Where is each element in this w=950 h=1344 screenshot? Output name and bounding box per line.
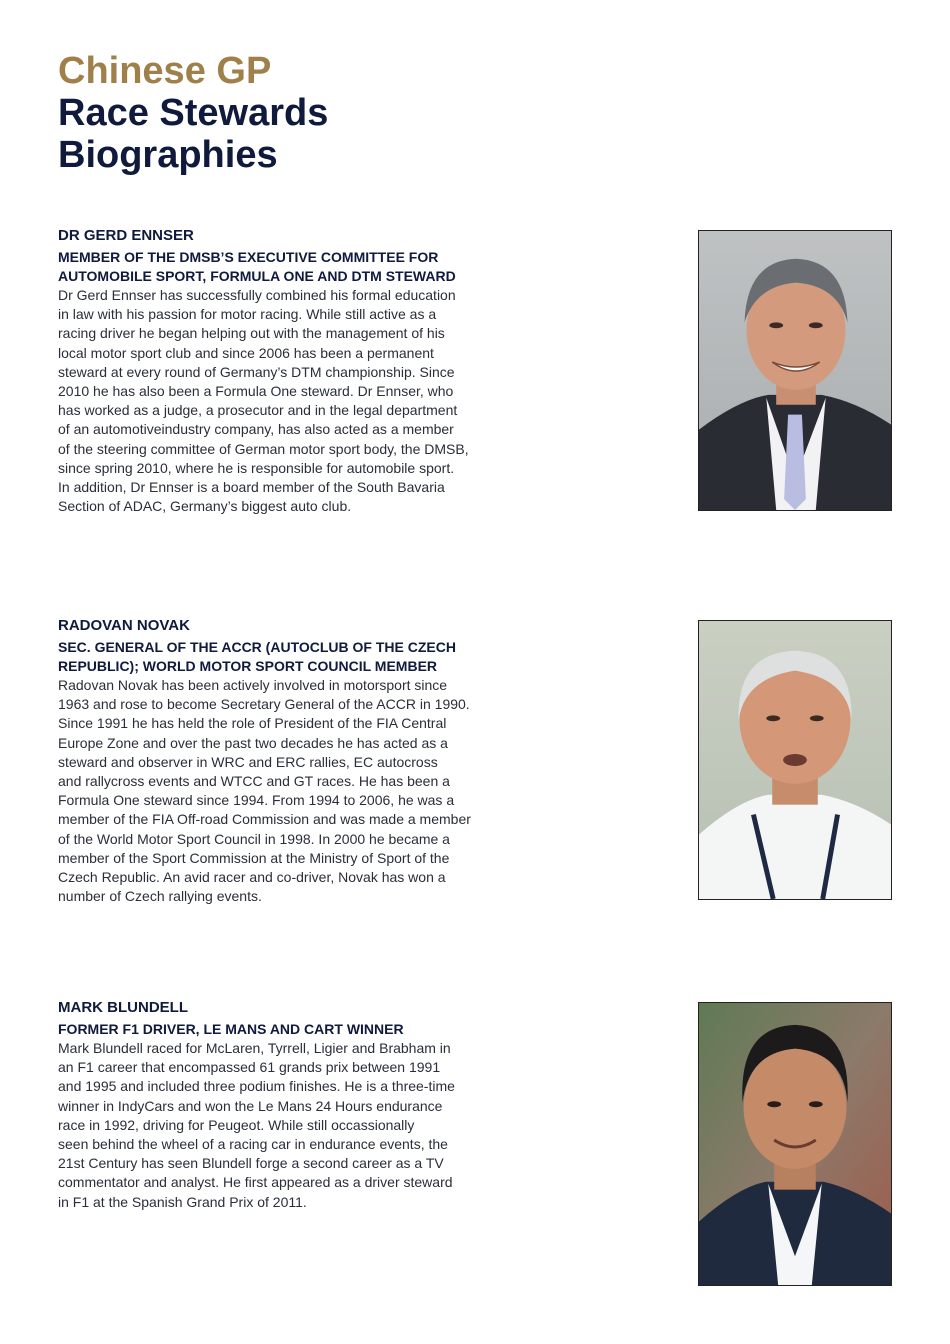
steward-photo (698, 230, 892, 511)
page-title: Race Stewards (58, 92, 329, 134)
steward-biography: Radovan Novak has been actively involved in motorsport since 1963 and rose to become Secretary General of the ACCR in 1990. Since 1991 he has held the role of President of the FIA Central Europe Zone and over the past two decades he has acted as a steward and observer in WRC and ERC rallies, EC autocross and rallycross events and WTCC and GT races. He has been a Formula One steward since 1994. From 1994 to 2006, he was a member of the FIA Off-road Commission and was made a member of the World Motor Sport Council in 1998. In 2000 he became a member of the Sport Commission at the Ministry of Sport of the Czech Republic. An avid racer and co-driver, Novak has won a number of Czech rallying events. (58, 677, 471, 905)
steward-role: FORMER F1 DRIVER, LE MANS AND CART WINNER (58, 1021, 404, 1037)
event-title: Chinese GP (58, 50, 272, 92)
steward-name: DR GERD ENNSER (58, 227, 194, 244)
page-heading (58, 50, 328, 176)
steward-name: RADOVAN NOVAK (58, 617, 190, 634)
steward-photo (698, 620, 892, 900)
steward-photo (698, 1002, 892, 1286)
steward-role: SEC. GENERAL OF THE ACCR (AUTOCLUB OF THE CZECH REPUBLIC); WORLD MOTOR SPORT COUNCIL MEMBER (58, 639, 456, 674)
steward-biography: Mark Blundell raced for McLaren, Tyrrell, Ligier and Brabham in an F1 career that encompassed 61 grands prix between 1991 and 1995 and included three podium finishes. He is a three-time winner in IndyCars and won the Le Mans 24 Hours endurance race in 1992, driving for Peugeot. While still occassionally seen behind the wheel of a racing car in endurance events, the 21st Century has seen Blundell forge a second career as a TV commentator and analyst. He first appeared as a driver steward in F1 at the Spanish Grand Prix of 2011. (58, 1040, 455, 1210)
page-subtitle: Biographies (58, 134, 278, 176)
steward-bio (58, 998, 668, 1212)
steward-biography: Dr Gerd Ennser has successfully combined his formal education in law with his passion for motor racing. While still active as a racing driver he began helping out with the management of his local motor sport club and since 2006 has been a permanent steward at every round of Germany’s DTM championship. Since 2010 he has also been a Formula One steward. Dr Ennser, who has worked as a judge, a prosecutor and in the legal department of an automotiveindustry company, has also acted as a member of the steering committee of German motor sport body, the DMSB, since spring 2010, where he is responsible for automobile sport. In addition, Dr Ennser is a board member of the South Bavaria Section of ADAC, Germany’s biggest auto club. (58, 287, 469, 515)
steward-name: MARK BLUNDELL (58, 999, 188, 1016)
steward-role: MEMBER OF THE DMSB’S EXECUTIVE COMMITTEE FOR AUTOMOBILE SPORT, FORMULA ONE AND DTM STEWARD (58, 249, 456, 284)
steward-bio (58, 226, 668, 516)
steward-bio (58, 616, 668, 906)
